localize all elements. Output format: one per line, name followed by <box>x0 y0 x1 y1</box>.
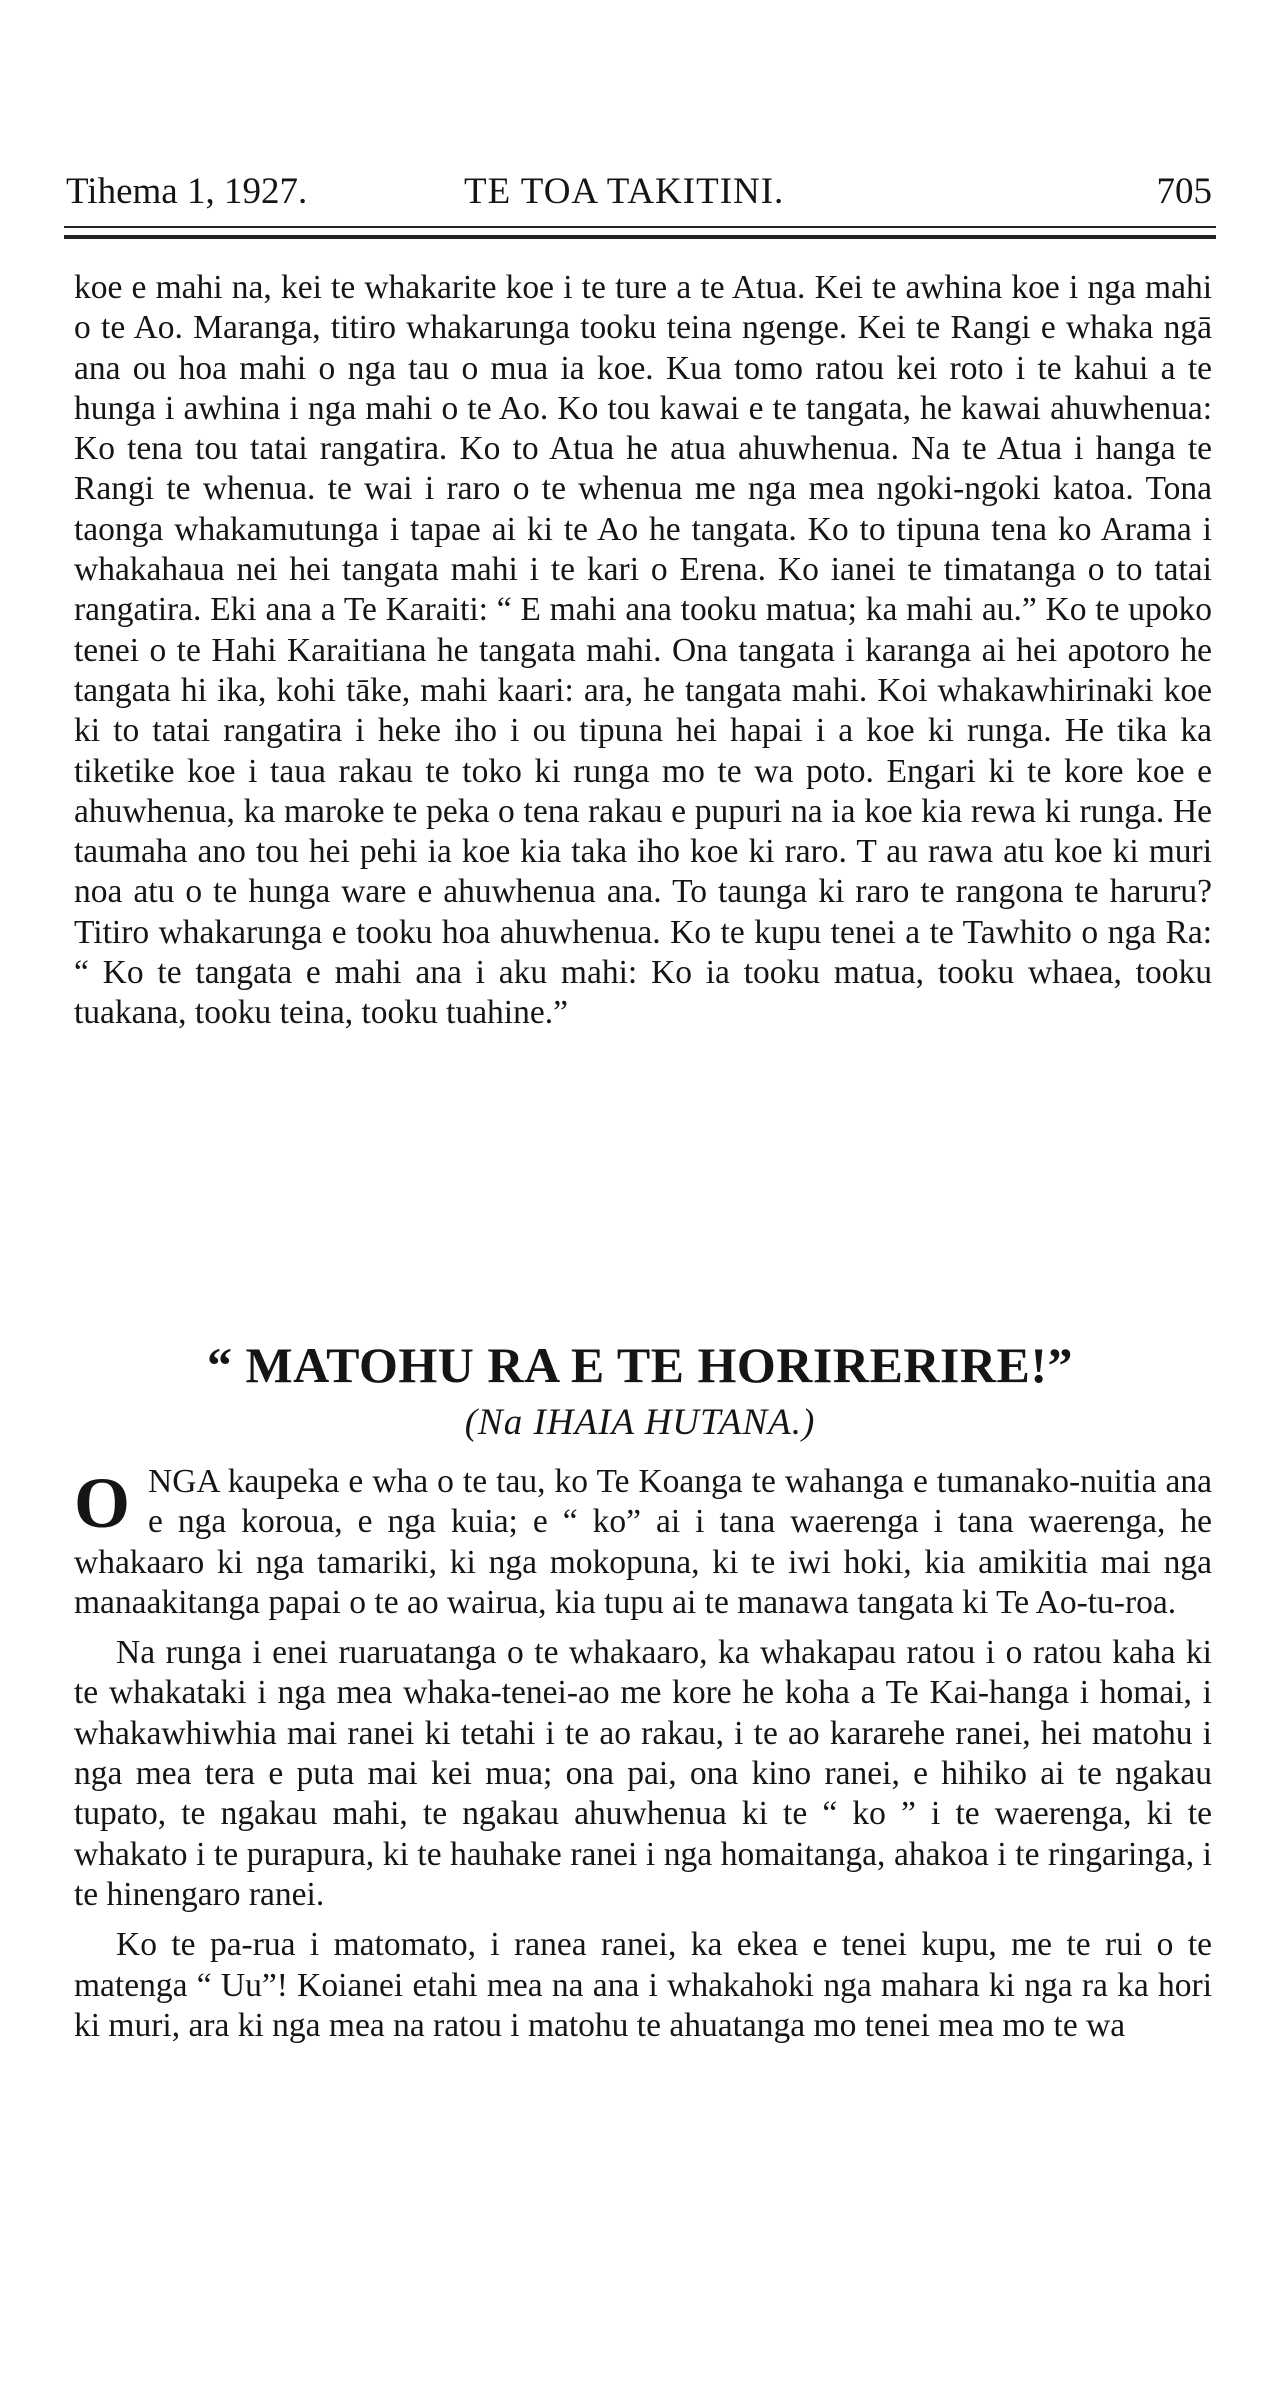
page-number: 705 <box>1156 171 1212 212</box>
continued-paragraph: koe e mahi na, kei te whakarite koe i te ture a te Atua. Kei te awhina koe i nga mahi o te Ao. Maranga, titiro whakarunga tooku teina ngenge. Kei te Rangi e whaka ngā ana ou hoa mahi o nga tau o mua ia koe. Kua tomo ratou kei roto i te kahui a te hunga i awhina i nga mahi o te Ao. Ko tou kawai e te tangata, he kawai ahuwhenua: Ko tena tou tatai rangatira. Ko to Atua he atua ahuwhenua. Na te Atua i hanga te Rangi te whenua. te wai i raro o te whenua me nga mea ngoki-ngoki katoa. Tona taonga whakamutunga i tapae ai ki te Ao he tangata. Ko to tipuna tena ko Arama i whakahaua nei hei tangata mahi i te kari o Erena. Ko ianei te timatanga o to tatai rangatira. Eki ana a Te Karaiti: “ E mahi ana tooku matua; ka mahi au.” Ko te upoko tenei o te Hahi Karaitiana he tangata mahi. Ona tangata i karanga ai hei apotoro he tangata hi ika, kohi tāke, mahi kaari: ara, he tangata mahi. Koi whakawhirinaki koe ki to tatai rangatira i heke iho i ou tipuna hei hapai i a koe ki runga. He tika ka tiketike koe i taua rakau te toko ki runga mo te wa poto. Engari ki te kore koe e ahuwhenua, ka maroke te peka o tena rakau e pupuri na ia koe kia rewa ki runga. He taumaha ano tou hei pehi ia koe kia taka iho koe ki raro. T au rawa atu koe ki muri noa atu o te hunga ware e ahuwhenua ana. To taunga ki raro te rangona te haruru? Titiro whakarunga e tooku hoa ahuwhenua. Ko te kupu tenei a te Tawhito o nga Ra: “ Ko te tangata e mahi ana i aku mahi: Ko ia tooku matua, tooku whaea, tooku tuakana, tooku teina, tooku tuahine.” <box>74 269 1212 1032</box>
article-title: “ MATOHU RA E TE HORIRERIRE!” <box>206 1337 1073 1393</box>
paragraph-1-text: NGA kaupeka e wha o te tau, ko Te Koanga te wahanga e tumanako-nuitia ana e nga koroua, e nga kuia; e “ ko” ai i tana waerenga i tana waerenga, he whakaaro ki nga tamariki, ki nga mokopuna, ki te iwi hoki, kia amikitia mai nga manaakitanga papai o te ao wairua, kia tupu ai te manawa tangata ki Te Ao-tu-roa. <box>74 1463 1212 1621</box>
drop-cap: O <box>74 1463 131 1543</box>
continued-article <box>74 268 1212 1034</box>
running-head <box>66 168 1212 216</box>
issue-date: Tihema 1, 1927. <box>66 171 308 212</box>
article-paragraph-3: Ko te pa-rua i matomato, i ranea ranei, ka ekea e tenei kupu, me te rui o te matenga “ Uu”! Koianei etahi mea na ana i whakahoki nga mahara ki nga ra ka hori ki muri, ara ki nga mea na ratou i matohu te ahuatanga mo tenei mea mo te wa <box>74 1926 1212 2044</box>
publication-title: TE TOA TAKITINI. <box>464 171 785 212</box>
article-paragraph-2: Na runga i enei ruaruatanga o te whakaaro, ka whakapau ratou i o ratou kaha ki te whakataki i nga mea whaka-tenei-ao me kore he koha a Te Kai-hanga i homai, i whakawhiwhia mai ranei ki tetahi i te ao rakau, i te ao kararehe ranei, hei matohu i nga mea tera e puta mai kei mua; ona pai, ona kino ranei, e hihiko ai te ngakau tupato, te ngakau mahi, te ngakau ahuwhenua ki te “ ko ” i te waerenga, ki te whakato i te purapura, ki te hauhake ranei i nga homaitanga, ahakoa i te ringaringa, i te hinengaro ranei. <box>74 1634 1212 1913</box>
header-rule-thick <box>64 235 1216 239</box>
header-rule-thin <box>64 226 1216 228</box>
article-byline: (Na IHAIA HUTANA.) <box>464 1402 816 1443</box>
article-paragraph-1 <box>74 1462 1212 1623</box>
article-body <box>74 1462 1212 2046</box>
